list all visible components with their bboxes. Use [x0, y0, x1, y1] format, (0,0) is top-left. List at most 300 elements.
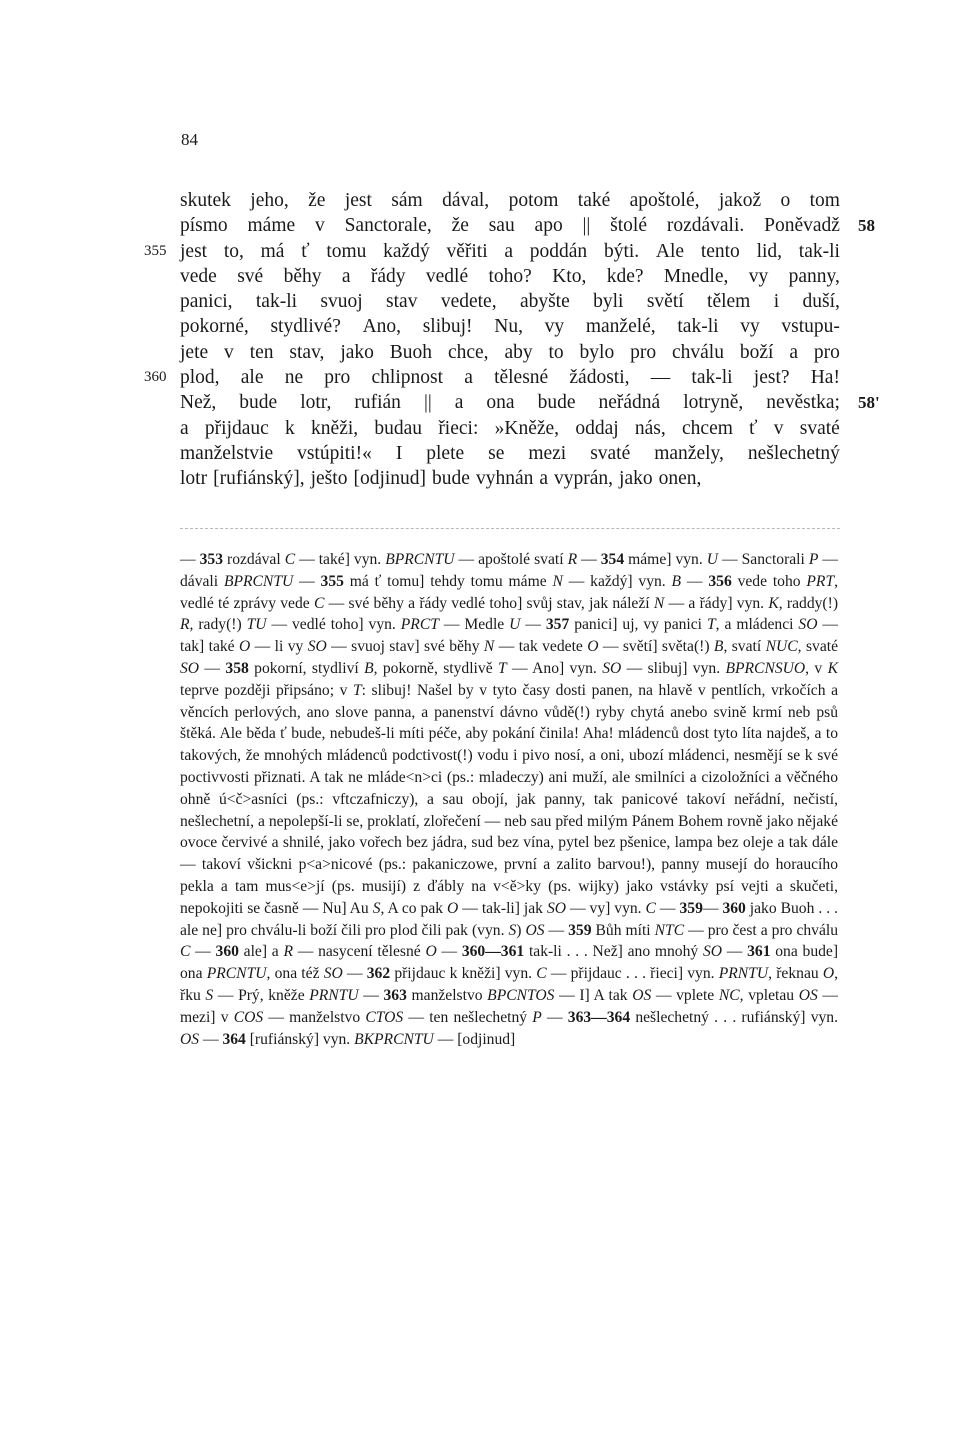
- word: lid,: [756, 240, 783, 262]
- manuscript-siglum: NUC: [765, 638, 798, 656]
- manuscript-siglum: S: [372, 899, 381, 917]
- apparatus-text: —: [358, 986, 384, 1004]
- line-ref-number: 364: [222, 1030, 246, 1048]
- apparatus-text: nešlechetný . . . rufiánský] vyn.: [630, 1008, 838, 1026]
- manuscript-siglum: P: [532, 1008, 542, 1026]
- word: své: [237, 265, 264, 287]
- line-ref-number: 363: [383, 986, 407, 1004]
- word: pro: [630, 341, 657, 363]
- line-ref-number: 357: [545, 616, 570, 634]
- word: a: [341, 265, 351, 287]
- word: ||: [582, 215, 591, 237]
- word: že: [308, 190, 326, 211]
- apparatus-text: : slibuj! Našel by v tyto časy dosti panen, na hlavě v pentlích, vrkočích a věncích perlových, ano slove panna, a panenství dávno vůdě(!) ryby chytá anebo svině krmí neb psů štěká. Ale běda ť bude, nebudeš-li míti péče, aby pokání činila! Aha! mládenců dost tyto líta najdeš, a to takových, že mnohých mládenců podctivost(!) vodu i pivo nosí, a oni, ubozí mládenci, nesmějí se k své poctivvosti přiznati. A tak ne mláde<n>ci (ps.: mladeczy) ani muží, ale smilníci a cizoložníci a věčného ohně ú<č>asníci (ps.: vftczafniczy), a sau obojí, jak panny, tak panicové takoví neřádní, nečistí, nešlechetní, a nepolepší-li se, proklatí, zlořečení — neb sau před milým Pánem Bohem rovně jako nějaké ovoce červivé a shnilé, jako vořech bez jádra, sud bez vína, pytel bez pšenice, lampa bez oleje a tak dále — takoví všickni p<a>nicové (ps.: pakaniczowe, první a zalito barvou!), panny musejí do horaucího pekla a tam mus<e>jí (ps. musijí) z ďábly na v<ě>ky (ps. wijky) jako vstávky psí vejti a skučeti, nepokojiti se časně — Nu] Au: [180, 681, 838, 917]
- apparatus-text: —: [342, 965, 367, 983]
- word: toho?: [488, 265, 532, 287]
- line-number: 355: [144, 242, 167, 259]
- word: Mnedle,: [663, 265, 729, 287]
- apparatus-text: — také] vyn.: [295, 551, 386, 568]
- word: bylo: [579, 341, 615, 363]
- word: bude: [537, 392, 576, 414]
- manuscript-siglum: PRT: [806, 572, 835, 590]
- manuscript-siglum: C: [645, 899, 656, 917]
- critical-apparatus: [180, 549, 838, 1050]
- word: jako: [619, 468, 653, 490]
- word: a: [504, 240, 514, 262]
- word: máme: [247, 215, 296, 237]
- word: tom: [809, 190, 840, 211]
- apparatus-text: — manželstvo: [263, 1008, 366, 1026]
- apparatus-text: — světí] světa(!): [598, 638, 714, 656]
- word: —: [650, 367, 671, 389]
- word: v: [224, 341, 234, 363]
- word: manžely,: [654, 442, 724, 464]
- word: ona: [486, 392, 515, 414]
- word: I: [395, 442, 403, 464]
- word: ||: [423, 392, 432, 414]
- word: neřádná: [598, 392, 661, 414]
- apparatus-text: tak-li . . . Než] ano mnohý: [524, 943, 703, 961]
- apparatus-text: , vpletau: [739, 986, 799, 1004]
- margin-folio-ref: 58: [858, 216, 875, 236]
- apparatus-text: [rufiánský] vyn.: [245, 1030, 355, 1048]
- word: rufián: [354, 392, 401, 414]
- text-line: [180, 213, 875, 238]
- apparatus-text: , a mládenci: [715, 616, 799, 634]
- word: Kto,: [552, 265, 587, 287]
- word: rozdávali.: [666, 215, 745, 237]
- word: nešlechetný: [747, 442, 840, 464]
- word: nás,: [634, 417, 666, 439]
- apparatus-text: — tak vedete: [494, 638, 588, 656]
- text-line: [180, 390, 880, 415]
- word: pro: [813, 341, 840, 363]
- word: stav: [386, 291, 418, 313]
- line-ref-number: 360: [722, 899, 746, 917]
- manuscript-siglum: P: [808, 551, 819, 568]
- word: budau: [374, 417, 423, 439]
- apparatus-text: , ona též: [266, 965, 324, 983]
- word: žádosti,: [569, 367, 630, 389]
- apparatus-text: ona bude] ona: [180, 943, 839, 983]
- word: manželstvie: [180, 442, 274, 464]
- word: Než,: [180, 392, 217, 414]
- manuscript-siglum: SO: [702, 943, 722, 961]
- manuscript-siglum: COS: [233, 1008, 264, 1026]
- manuscript-siglum: SO: [307, 638, 327, 656]
- manuscript-siglum: B: [364, 659, 374, 677]
- apparatus-text: , pokorně, stydlivě: [373, 659, 498, 677]
- apparatus-text: ale] a: [238, 943, 284, 961]
- word: že: [451, 215, 469, 237]
- apparatus-text: —: [655, 899, 680, 917]
- word: apoštolé,: [629, 190, 700, 211]
- apparatus-text: panici] uj, vy panici: [569, 616, 707, 634]
- apparatus-text: , svatí: [723, 638, 766, 656]
- word: chválu: [672, 341, 724, 363]
- word: jeho,: [250, 190, 289, 211]
- apparatus-text: — a řády] vyn.: [664, 594, 769, 612]
- word: tak-li: [798, 240, 840, 262]
- word: a: [454, 392, 464, 414]
- text-line: [180, 188, 840, 213]
- word: to: [548, 341, 564, 363]
- word: tak-li: [677, 316, 719, 338]
- manuscript-siglum: SO: [180, 659, 200, 677]
- word: chce,: [447, 341, 489, 363]
- apparatus-text: — tak-li] jak: [458, 899, 547, 917]
- word: duší,: [802, 291, 840, 313]
- main-text: [144, 188, 880, 492]
- apparatus-text: , vedlé té zprávy vede: [180, 572, 839, 612]
- word: tělesné: [494, 367, 549, 389]
- word: přijdauc: [204, 417, 269, 439]
- apparatus-text: —: [180, 551, 200, 568]
- word: vyhnán: [475, 468, 534, 490]
- word: tak-li: [691, 367, 733, 389]
- manuscript-siglum: T: [497, 659, 507, 677]
- apparatus-text: ): [516, 921, 526, 939]
- apparatus-text: přijdauc k kněži] vyn.: [390, 965, 537, 983]
- apparatus-text: — slibuj] vyn.: [621, 659, 726, 677]
- line-ref-number: 362: [366, 965, 391, 983]
- word: potom: [508, 190, 559, 211]
- word: vedete,: [440, 291, 497, 313]
- apparatus-text: rozdával: [223, 551, 285, 568]
- word: a: [789, 341, 798, 363]
- apparatus-text: —: [520, 616, 546, 634]
- word: vstupu-: [781, 316, 840, 338]
- text-line: [180, 416, 840, 441]
- line-number: 360: [144, 369, 167, 386]
- apparatus-text: máme] vyn.: [624, 551, 707, 568]
- apparatus-text: —: [541, 1008, 568, 1026]
- line-ref-number: 355: [320, 572, 344, 590]
- manuscript-siglum: SO: [323, 965, 343, 983]
- word: o: [780, 190, 791, 211]
- manuscript-siglum: PRNTU: [718, 965, 769, 983]
- word: Poněvadž: [764, 215, 840, 237]
- word: sám: [391, 190, 423, 211]
- manuscript-siglum: N: [552, 572, 563, 590]
- manuscript-siglum: O: [822, 965, 835, 983]
- word: jest: [180, 240, 208, 262]
- line-ref-number: 363—364: [567, 1008, 631, 1026]
- manuscript-siglum: B: [671, 572, 682, 590]
- apparatus-text: teprve později připsáno; v: [180, 681, 353, 699]
- word: kde?: [606, 265, 644, 287]
- page-number: 84: [181, 130, 198, 149]
- word: Nu,: [494, 316, 523, 338]
- apparatus-text: — přijdauc . . . řieci] vyn.: [546, 965, 719, 983]
- word: má: [260, 240, 285, 262]
- manuscript-siglum: PRCNTU: [206, 965, 267, 983]
- apparatus-text: —: [702, 899, 723, 917]
- apparatus-text: , v: [805, 659, 828, 677]
- manuscript-siglum: SO: [798, 616, 818, 634]
- manuscript-siglum: PRCT: [400, 616, 439, 634]
- word: to,: [223, 240, 244, 262]
- apparatus-text: Bůh míti: [591, 921, 655, 939]
- word: se: [488, 442, 505, 464]
- word: kněži,: [311, 417, 359, 439]
- word: v: [773, 417, 784, 439]
- word: panny,: [788, 265, 840, 287]
- apparatus-text: — nasycení tělesné: [292, 943, 426, 961]
- word: lotryně,: [683, 392, 744, 414]
- word: poddán: [529, 240, 588, 262]
- word: jakož: [718, 190, 762, 211]
- word: jest?: [753, 367, 790, 389]
- word: plod,: [180, 367, 220, 389]
- word: »Kněže,: [494, 417, 560, 439]
- word: tomu: [326, 240, 367, 262]
- line-ref-number: 356: [708, 572, 732, 590]
- word: vyprán,: [554, 468, 614, 490]
- manuscript-siglum: U: [509, 616, 521, 634]
- word: písmo: [180, 215, 228, 237]
- manuscript-siglum: N: [483, 638, 495, 656]
- apparatus-text: — své běhy a řády vedlé toho] svůj stav, jak náleží: [324, 594, 654, 612]
- manuscript-siglum: N: [653, 594, 665, 612]
- word: věřiti: [446, 240, 488, 262]
- word: boží: [739, 341, 774, 363]
- line-ref-number: 359: [679, 899, 703, 917]
- word: jest: [344, 190, 372, 211]
- manuscript-siglum: C: [313, 594, 325, 612]
- word: vy: [748, 265, 769, 287]
- apparatus-text: — vy] vyn.: [566, 899, 646, 917]
- apparatus-text: , svaté: [797, 638, 839, 656]
- word: svaté: [590, 442, 631, 464]
- apparatus-text: — pro čest a pro chválu: [684, 921, 839, 939]
- apparatus-text: , řku: [180, 965, 839, 1004]
- apparatus-text: — apoštolé svatí: [454, 551, 568, 568]
- text-line: [180, 466, 840, 491]
- manuscript-siglum: O: [239, 638, 251, 656]
- manuscript-siglum: BPCNTOS: [487, 986, 555, 1004]
- word: [rufiánský],: [213, 468, 305, 490]
- apparatus-text: — Ano] vyn.: [506, 659, 603, 677]
- text-line: [144, 365, 840, 390]
- manuscript-siglum: R: [283, 943, 293, 961]
- apparatus-text: — Medle: [438, 616, 510, 634]
- manuscript-siglum: BKPRCNTU: [354, 1030, 434, 1048]
- text-line: [180, 264, 840, 289]
- word: v: [315, 215, 325, 237]
- manuscript-siglum: T: [352, 681, 362, 699]
- apparatus-text: — ten nešlechetný: [403, 1008, 533, 1026]
- manuscript-siglum: C: [284, 551, 296, 568]
- apparatus-text: — svuoj stav] své běhy: [326, 638, 484, 656]
- word: bude: [239, 392, 278, 414]
- word: tělem: [707, 291, 751, 313]
- word: pokorné,: [180, 316, 249, 338]
- line-ref-number: 359: [568, 921, 592, 939]
- apparatus-text: — I] A tak: [554, 986, 633, 1004]
- word: lotr: [180, 468, 208, 490]
- apparatus-text: —: [199, 1030, 223, 1048]
- apparatus-text: —: [577, 551, 601, 568]
- margin-folio-ref: 58': [858, 393, 880, 413]
- word: pro: [324, 367, 351, 389]
- word: Buoh: [389, 341, 433, 363]
- word: oddaj: [575, 417, 619, 439]
- word: skutek: [180, 190, 231, 211]
- apparatus-text: —: [293, 572, 321, 590]
- apparatus-text: — li vy: [250, 638, 308, 656]
- word: a: [539, 468, 548, 490]
- word: Sanctorale,: [344, 215, 432, 237]
- word: býti.: [603, 240, 640, 262]
- word: bude: [432, 468, 470, 490]
- apparatus-text: — každý] vyn.: [562, 572, 672, 590]
- word: onen,: [658, 468, 702, 490]
- manuscript-siglum: CTOS: [365, 1008, 404, 1026]
- word: [odjinud]: [353, 468, 427, 490]
- manuscript-siglum: K: [768, 594, 779, 612]
- line-ref-number: 354: [600, 551, 625, 568]
- word: ten: [249, 341, 274, 363]
- apparatus-text: — dávali: [180, 551, 839, 590]
- manuscript-siglum: OS: [525, 921, 545, 939]
- manuscript-siglum: U: [706, 551, 719, 568]
- word: jete: [180, 341, 209, 363]
- manuscript-siglum: R: [567, 551, 578, 568]
- word: a: [180, 417, 189, 439]
- apparatus-text: má ť tomu] tehdy tomu máme: [343, 572, 553, 590]
- apparatus-text: — Sanctorali: [718, 551, 809, 568]
- word: sau: [488, 215, 515, 237]
- manuscript-siglum: OS: [180, 1030, 200, 1048]
- apparatus-text: jako Buoh . . . ale ne] pro chválu-li boží čili pro plod čili pak (vyn.: [180, 899, 839, 939]
- apparatus-text: , rady(!): [189, 616, 247, 634]
- word: vedlé: [425, 265, 469, 287]
- word: ne: [284, 367, 304, 389]
- word: Ha!: [810, 367, 840, 389]
- apparatus-text: — [odjinud]: [433, 1030, 516, 1048]
- manuscript-siglum: NC: [718, 986, 740, 1004]
- manuscript-siglum: C: [180, 943, 191, 961]
- word: stydlivé?: [270, 316, 341, 338]
- apparatus-text: —: [199, 659, 226, 677]
- word: panici,: [180, 291, 233, 313]
- word: vstúpiti!«: [297, 442, 372, 464]
- apparatus-text: , A co pak: [380, 899, 448, 917]
- word: stav,: [289, 341, 325, 363]
- line-ref-number: 360: [215, 943, 239, 961]
- apparatus-text: —: [544, 921, 569, 939]
- manuscript-siglum: B: [713, 638, 724, 656]
- manuscript-siglum: T: [706, 616, 716, 634]
- apparatus-text: pokorní, stydliví: [248, 659, 365, 677]
- manuscript-siglum: BPRCNTU: [385, 551, 455, 568]
- word: plete: [426, 442, 465, 464]
- word: chcem: [682, 417, 733, 439]
- word: jako: [340, 341, 374, 363]
- word: vede: [180, 265, 217, 287]
- word: nevěstka;: [766, 392, 840, 414]
- apparatus-text: manželstvo: [406, 986, 488, 1004]
- manuscript-siglum: O: [425, 943, 437, 961]
- word: abyšte: [519, 291, 570, 313]
- apparatus-text: , řeknau: [768, 965, 823, 983]
- apparatus-text: — vedlé toho] vyn.: [266, 616, 401, 634]
- manuscript-siglum: BPRCNSUO: [725, 659, 806, 677]
- apparatus-text: , raddy(!): [778, 594, 839, 612]
- manuscript-siglum: SO: [602, 659, 622, 677]
- word: světí: [646, 291, 684, 313]
- word: svaté: [799, 417, 840, 439]
- manuscript-siglum: PRNTU: [309, 986, 359, 1004]
- manuscript-siglum: NTC: [654, 921, 685, 939]
- line-ref-number: 358: [225, 659, 249, 677]
- word: každý: [383, 240, 430, 262]
- word: dával,: [442, 190, 490, 211]
- apparatus-text: —: [190, 943, 216, 961]
- text-line: [180, 289, 840, 314]
- manuscript-siglum: OS: [632, 986, 652, 1004]
- word: k: [285, 417, 295, 439]
- word: štolé: [610, 215, 648, 237]
- manuscript-siglum: TU: [246, 616, 267, 634]
- word: Ano,: [362, 316, 402, 338]
- apparatus-text: — tak] také: [180, 616, 839, 656]
- manuscript-siglum: O: [587, 638, 599, 656]
- apparatus-text: —: [722, 943, 748, 961]
- word: lotr,: [300, 392, 332, 414]
- word: a: [464, 367, 473, 389]
- word: byli: [593, 291, 624, 313]
- manuscript-siglum: C: [536, 965, 547, 983]
- word: běhy: [283, 265, 322, 287]
- word: vy: [740, 316, 760, 338]
- apparatus-text: — Prý, kněže: [213, 986, 310, 1004]
- manuscript-siglum: K: [827, 659, 839, 677]
- apparatus-text: vede toho: [731, 572, 807, 590]
- apparatus-text: — vplete: [651, 986, 719, 1004]
- manuscript-siglum: S: [508, 921, 517, 939]
- text-line: [144, 239, 840, 264]
- apparatus-text: — mezi] v: [180, 986, 839, 1026]
- footnote-divider: [180, 528, 840, 529]
- word: ť: [301, 240, 310, 262]
- word: i: [773, 291, 780, 313]
- text-line: [180, 314, 840, 339]
- word: manželé,: [585, 316, 656, 338]
- word: řieci:: [438, 417, 479, 439]
- manuscript-siglum: O: [447, 899, 459, 917]
- line-ref-number: 353: [199, 551, 223, 568]
- word: ť: [749, 417, 758, 439]
- manuscript-siglum: S: [205, 986, 214, 1004]
- word: také: [577, 190, 611, 211]
- manuscript-siglum: R: [180, 616, 190, 634]
- manuscript-siglum: OS: [798, 986, 818, 1004]
- word: ještо: [310, 468, 348, 490]
- line-ref-number: 360—361: [461, 943, 525, 961]
- text-line: [180, 441, 840, 466]
- word: ale: [240, 367, 264, 389]
- text-line: [180, 340, 840, 365]
- manuscript-siglum: BPRCNTU: [223, 572, 294, 590]
- word: tento: [700, 240, 740, 262]
- line-ref-number: 361: [747, 943, 771, 961]
- word: tak-li: [255, 291, 298, 313]
- apparatus-text: —: [436, 943, 462, 961]
- manuscript-siglum: SO: [546, 899, 566, 917]
- apparatus-text: —: [681, 572, 709, 590]
